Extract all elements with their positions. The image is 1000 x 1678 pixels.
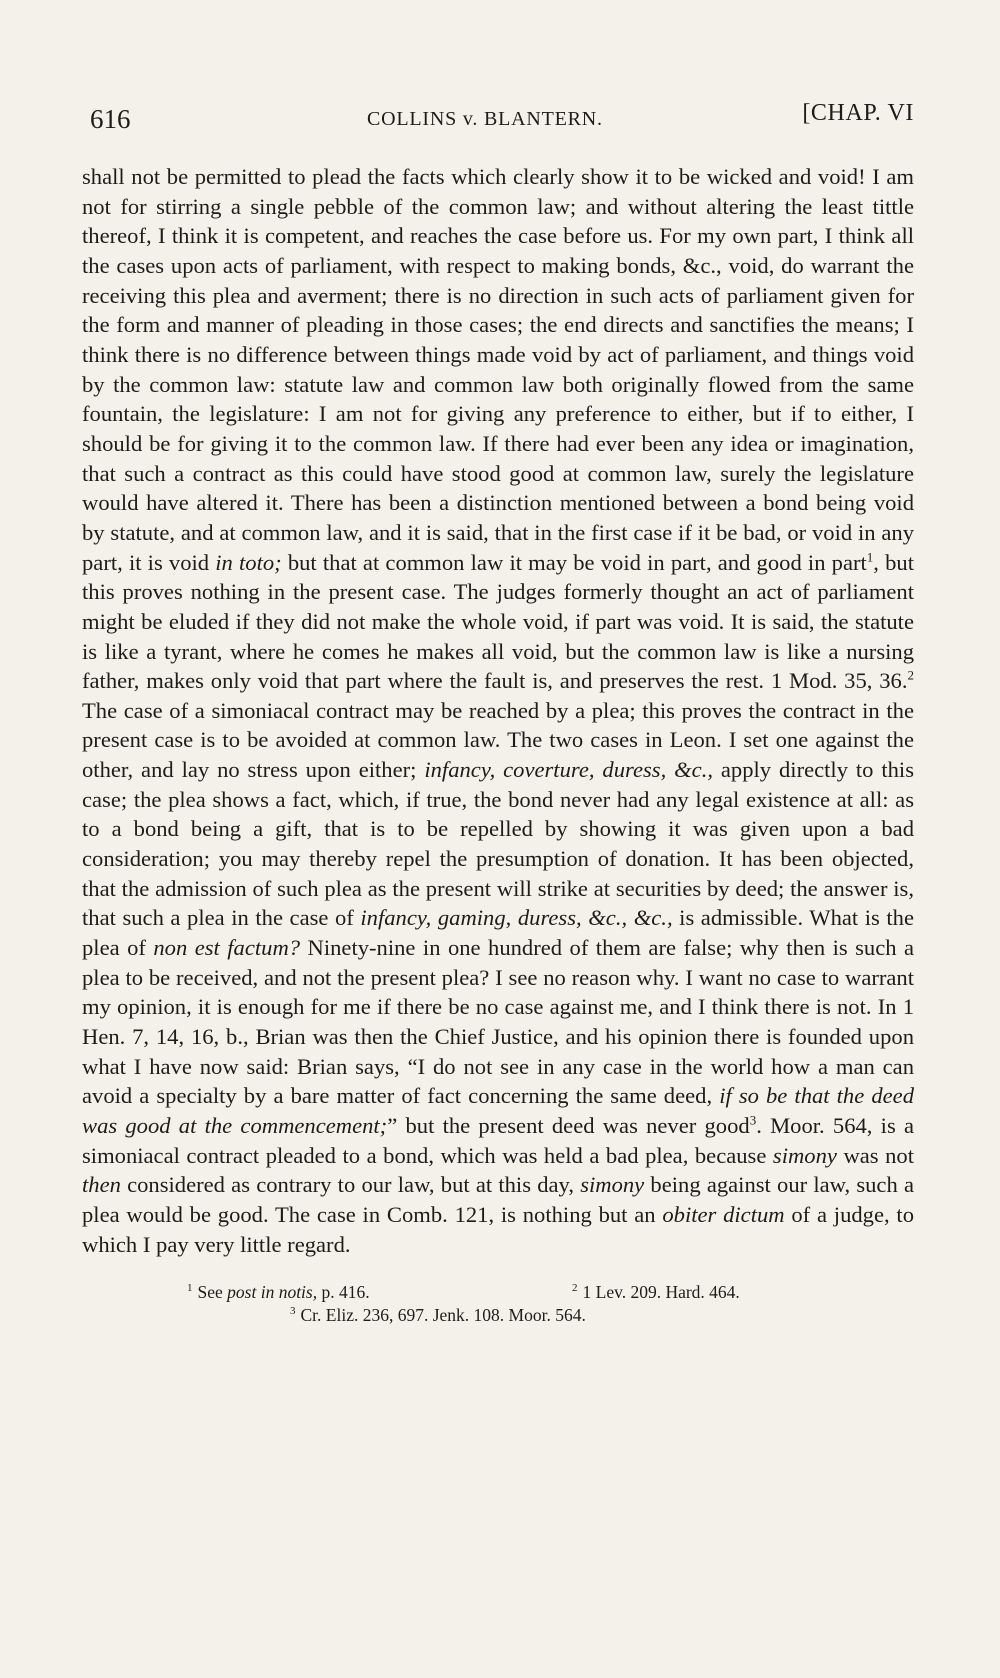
footnote-text: p. 416. bbox=[317, 1282, 370, 1303]
body-text-run: apply directly to this case; the plea shows a fact, which, if true, the bond never had any legal existence at all: as to a bond being a gift, that is to be repelled by showing it was given upon a bad consideration; you may thereby repel the presumption of donation. It has been objected, that the admission of such plea as the present will strike at securities by deed; the answer is, that such a plea in the case of bbox=[82, 757, 915, 931]
body-text-run: The case of a simoniacal contract may be reached by a plea; this proves the contract in the present case is to be avoided at common law. The two cases in Leon. I set one against the other, and lay no stress upon either; bbox=[82, 697, 914, 783]
body-text-run: was not bbox=[836, 1142, 914, 1168]
body-text bbox=[82, 162, 914, 1259]
body-text-run: is admissible. What is the plea of bbox=[82, 905, 914, 961]
footnote-text-italic: post in notis, bbox=[227, 1282, 318, 1303]
footnote-text: 1 Lev. 209. Hard. 464. bbox=[582, 1282, 740, 1303]
body-text-run: but that at common law it may be void in part, and good in part bbox=[281, 549, 867, 575]
chapter-label: [CHAP. VI bbox=[802, 100, 914, 126]
italic-text: simony bbox=[580, 1172, 645, 1198]
italic-text: simony bbox=[772, 1142, 837, 1168]
body-text-run: ” but the present deed was never good bbox=[387, 1113, 750, 1138]
footnote-reference: 3 bbox=[749, 1112, 757, 1128]
running-title: COLLINS v. BLANTERN. bbox=[367, 108, 603, 130]
italic-text: non est factum? bbox=[153, 935, 301, 961]
footnote-mark: 2 bbox=[572, 1282, 578, 1295]
footnote-text: See bbox=[197, 1282, 228, 1303]
footnote-1 bbox=[187, 1281, 532, 1304]
body-text-run: shall not be permitted to plead the facts which clearly show it to be wicked and void! I am not for stirring a single pebble of the common law; and without altering the least tittle thereof, I think it is competent, and reaches the case before us. For my own part, I think all the cases upon acts of parliament, with respect to making bonds, &c., void, do warrant the receiving this plea and averment; there is no direction in such acts of parliament given for the form and manner of pleading in those cases; the end directs and sanctifies the means; I think there is no difference between things made void by act of parliament, and things void by the common law: statute law and common law both originally flowed from the same fountain, the legislature: I am not for giving any preference to either, but if to either, I should be for giving it to the common law. If there had ever been any idea or imagination, that such a contract as this could have stood good at common law, surely the legislature would have altered it. There has been a distinction mentioned between a bond being void by statute, and at common law, and it is said, that in the first case if it be bad, or void in any part, it is void bbox=[82, 164, 914, 575]
body-text-run: considered as contrary to our law, but at this day, bbox=[120, 1172, 581, 1198]
body-text-run: being against our law, such a plea would be good. The case in Comb. 121, is nothing but an bbox=[82, 1172, 914, 1227]
footnotes bbox=[82, 1281, 914, 1327]
italic-text: if so be that the deed was good at the commencement; bbox=[82, 1083, 914, 1138]
footnote-reference: 1 bbox=[866, 549, 874, 564]
italic-text: obiter dictum bbox=[662, 1201, 785, 1227]
footnote-2 bbox=[572, 1281, 740, 1304]
page-number: 616 bbox=[90, 104, 131, 134]
footnote-mark: 3 bbox=[290, 1305, 296, 1318]
italic-text: then bbox=[82, 1172, 121, 1198]
footnote-row bbox=[82, 1281, 914, 1304]
footnote-text: Cr. Eliz. 236, 697. Jenk. 108. Moor. 564. bbox=[300, 1305, 586, 1326]
body-text-run: of a judge, to which I pay very little regard. bbox=[82, 1201, 914, 1257]
body-text-run: , but this proves nothing in the present case. The judges formerly thought an act of parliament might be eluded if they did not make the whole void, if part was void. It is said, the statute is like a tyrant, where he comes he makes all void, but the common law is like a nursing father, makes only void that part where the fault is, and preserves the rest. 1 Mod. 35, 36. bbox=[82, 549, 914, 694]
footnote-3 bbox=[290, 1304, 586, 1327]
footnote-mark: 1 bbox=[187, 1282, 193, 1295]
body-text-run: Ninety-nine in one hundred of them are false; why then is such a plea to be received, and not the present plea? I see no reason why. I want no case to warrant my opinion, it is enough for me if there be no case against me, and I think there is not. In 1 Hen. 7, 14, 16, b., Brian was then the Chief Justice, and his opinion there is founded upon what I have now said: Brian says, “I do not see in any case in the world how a man can avoid a specialty by a bare matter of fact concerning the same deed, bbox=[82, 935, 915, 1109]
footnote-row bbox=[82, 1304, 914, 1327]
italic-text: infancy, gaming, duress, &c., &c., bbox=[360, 905, 673, 931]
italic-text: in toto; bbox=[215, 549, 282, 575]
footnote-reference: 2 bbox=[907, 667, 914, 683]
italic-text: infancy, coverture, duress, &c., bbox=[424, 757, 714, 783]
body-text-run: . Moor. 564, is a simoniacal contract pleaded to a bond, which was held a bad plea, because bbox=[82, 1113, 914, 1168]
page-header bbox=[82, 100, 914, 140]
